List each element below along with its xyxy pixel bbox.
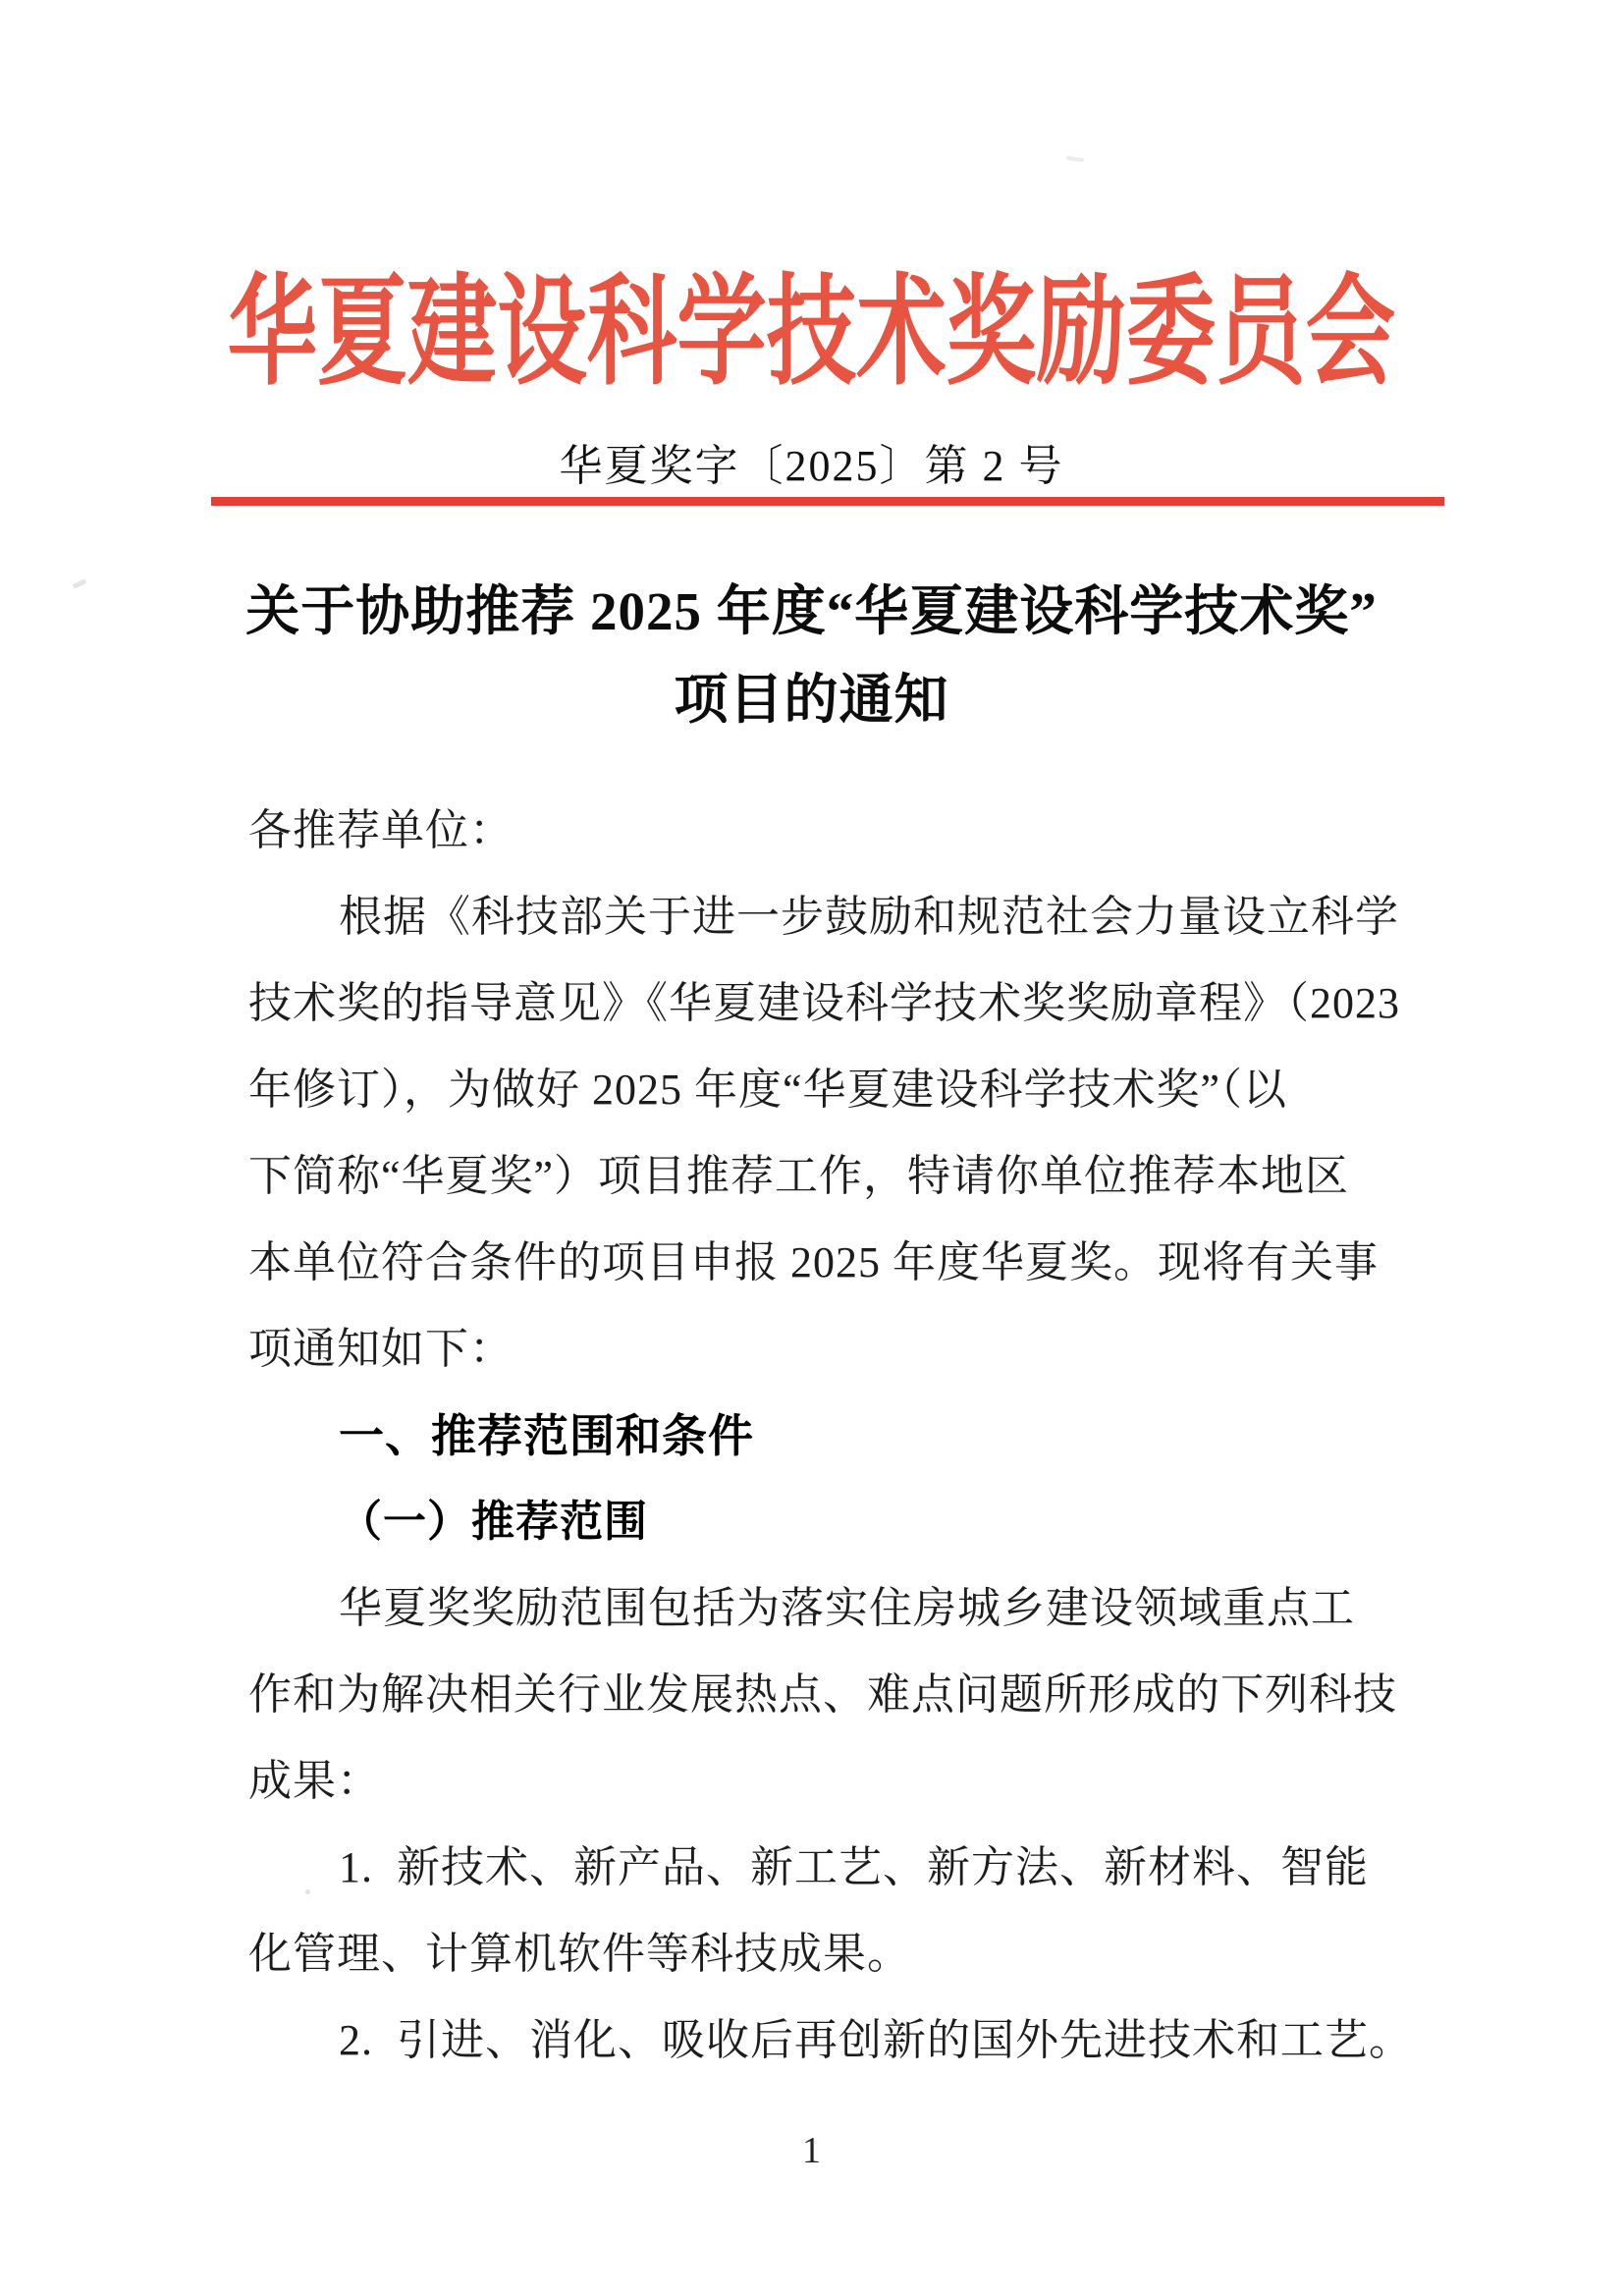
notice-title-line-2: 项目的通知 xyxy=(674,670,949,730)
body-line: 华夏奖奖励范围包括为落实住房城乡建设领域重点工 xyxy=(339,1584,1355,1632)
scan-artifact xyxy=(305,1889,310,1894)
notice-body xyxy=(248,788,1413,2084)
body-line: 本单位符合条件的项目申报 2025 年度华夏奖。现将有关事 xyxy=(248,1238,1379,1286)
body-line: 化管理、计算机软件等科技成果。 xyxy=(248,1930,911,1978)
body-line: 下简称“华夏奖”）项目推荐工作，特请你单位推荐本地区 xyxy=(248,1152,1350,1200)
notice-title xyxy=(0,568,1623,744)
body-line: 作和为解决相关行业发展热点、难点问题所形成的下列科技 xyxy=(248,1670,1397,1719)
scan-artifact xyxy=(1066,156,1084,162)
page-number: 1 xyxy=(802,2130,821,2171)
notice-title-line-1: 关于协助推荐 2025 年度“华夏建设科学技术奖” xyxy=(245,581,1378,641)
body-line-item-2: 2. 引进、消化、吸收后再创新的国外先进技术和工艺。 xyxy=(339,2016,1413,2064)
issuing-org-title: 华夏建设科学技术奖励委员会 xyxy=(227,267,1396,400)
body-line-item-1: 1. 新技术、新产品、新工艺、新方法、新材料、智能 xyxy=(339,1843,1369,1891)
body-line: 项通知如下： xyxy=(248,1325,514,1373)
body-line: 根据《科技部关于进一步鼓励和规范社会力量设立科学 xyxy=(339,893,1399,941)
body-line: 年修订），为做好 2025 年度“华夏建设科学技术奖”（以 xyxy=(248,1066,1288,1114)
body-line: 技术奖的指导意见》《华夏建设科学技术奖奖励章程》（2023 xyxy=(248,979,1400,1027)
red-divider-rule xyxy=(211,497,1444,506)
body-line: 成果： xyxy=(248,1757,381,1805)
section-subheading-1: （一）推荐范围 xyxy=(339,1498,648,1546)
section-heading-1: 一、推荐范围和条件 xyxy=(339,1410,754,1461)
document-number: 华夏奖字〔2025〕第 2 号 xyxy=(559,442,1064,490)
body-line-salutation: 各推荐单位： xyxy=(248,806,514,854)
